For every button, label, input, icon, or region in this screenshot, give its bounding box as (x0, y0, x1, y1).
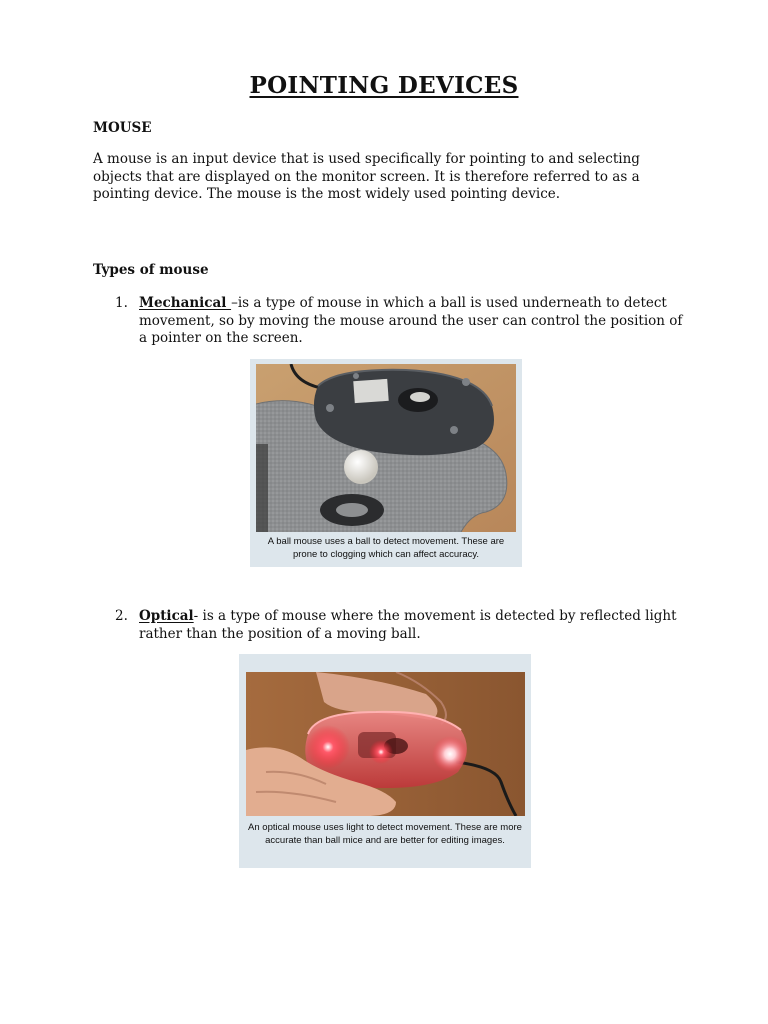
list-number: 2. (115, 608, 128, 624)
optical-mouse-figure (239, 654, 531, 868)
optical-mouse-image (246, 672, 525, 816)
ball-mouse-caption: A ball mouse uses a ball to detect movement. These are prone to clogging which can affect accuracy. (267, 536, 505, 560)
page-title: POINTING DEVICES (249, 72, 519, 99)
mechanical-description: –is a type of mouse in which a ball is used underneath to detect movement, so by moving the mouse around the user can control the position of a pointer on the screen. (139, 295, 683, 346)
list-number: 1. (115, 295, 128, 311)
mouse-heading: MOUSE (93, 120, 152, 136)
list-item-optical (115, 608, 685, 643)
list-item-mechanical (115, 295, 685, 348)
optical-mouse-caption: An optical mouse uses light to detect movement. These are more accurate than ball mice and are better for editing images. (248, 822, 522, 846)
term-mechanical: Mechanical (139, 295, 232, 311)
types-heading: Types of mouse (93, 262, 209, 278)
ball-mouse-image (256, 364, 516, 532)
term-optical: Optical (139, 608, 194, 624)
mouse-paragraph: A mouse is an input device that is used specifically for pointing to and selecting objects that are displayed on the monitor screen. It is therefore referred to as a pointing device. The mouse is the most widely used pointing device. (93, 151, 640, 202)
optical-description: - is a type of mouse where the movement is detected by reflected light rather than the position of a moving ball. (139, 608, 677, 642)
ball-mouse-figure (250, 359, 522, 567)
